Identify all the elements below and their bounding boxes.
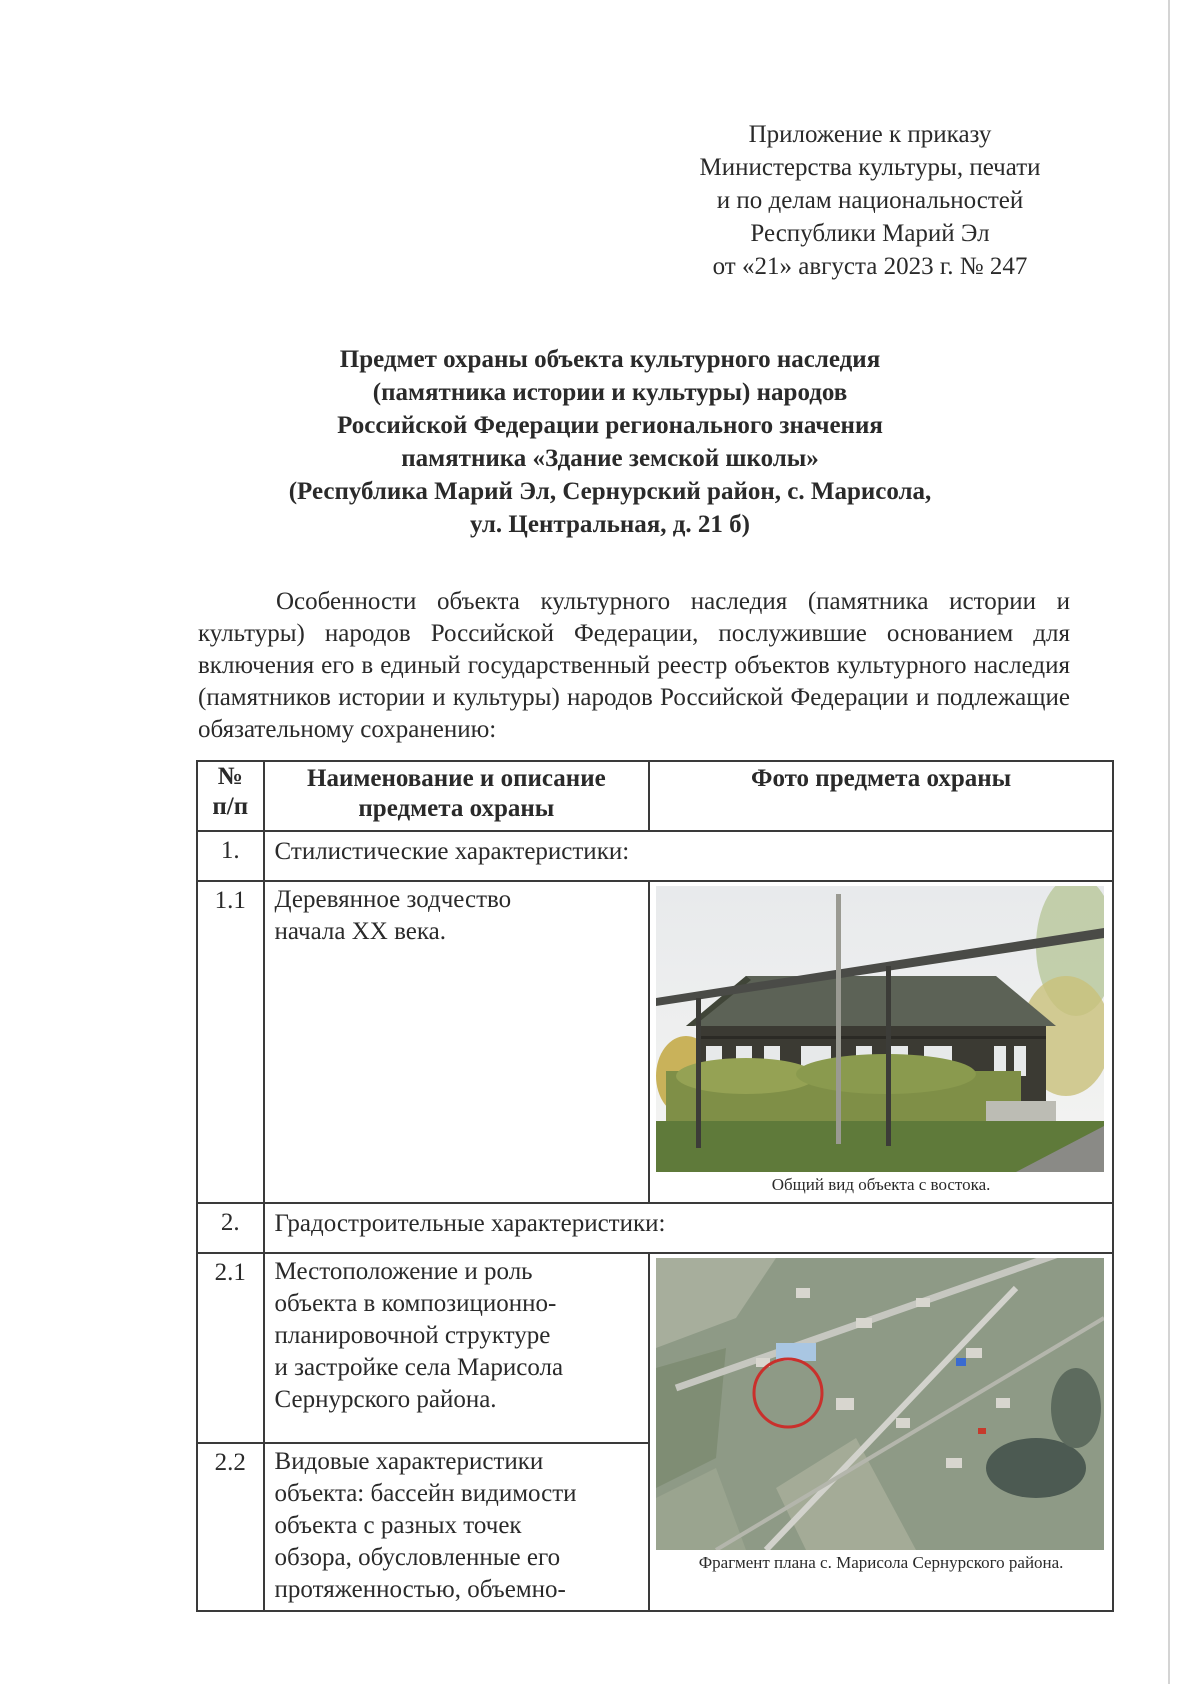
- header-number-line2: п/п: [212, 793, 249, 820]
- protection-table: [196, 760, 1114, 1612]
- description-line: Местоположение и роль: [274, 1258, 533, 1285]
- description-line: объекта: бассейн видимости: [274, 1480, 577, 1507]
- section-label: Градостроительные характеристики:: [264, 1203, 1113, 1253]
- section-row: [197, 831, 1113, 881]
- title-line: Российской Федерации регионального значения: [337, 412, 883, 439]
- description-line: обзора, обусловленные его: [274, 1544, 561, 1571]
- title-line: (памятника истории и культуры) народов: [372, 379, 848, 406]
- header-number-line1: №: [217, 763, 243, 790]
- header-description-line1: Наименование и описание: [307, 765, 606, 792]
- row-description: [264, 1253, 650, 1443]
- intro-paragraph: [198, 586, 1070, 746]
- row-photo-cell: [649, 1253, 1113, 1611]
- description-line: протяженностью, объемно-: [274, 1576, 566, 1603]
- approval-line: Приложение к приказу: [748, 121, 992, 148]
- photo-caption: Общий вид объекта с востока.: [771, 1175, 991, 1194]
- table-header-row: [197, 761, 1113, 831]
- approval-date-line: от «21» августа 2023 г. № 247: [712, 253, 1028, 280]
- title-line: Предмет охраны объекта культурного наследия: [339, 346, 881, 373]
- document-title: [160, 343, 1060, 541]
- description-line: Деревянное зодчество: [274, 886, 512, 913]
- row-description: [264, 881, 650, 1203]
- title-line: (Республика Марий Эл, Сернурский район, с. Марисола,: [288, 478, 932, 505]
- title-line: памятника «Здание земской школы»: [401, 445, 819, 472]
- description-line: Сернурского района.: [274, 1386, 497, 1413]
- building-photo: [656, 886, 1104, 1172]
- row-description: [264, 1443, 650, 1611]
- section-label: Стилистические характеристики:: [264, 831, 1113, 881]
- row-photo-cell: [649, 881, 1113, 1203]
- intro-text: Особенности объекта культурного наследия (памятника истории и культуры) народов Российской Федерации, послужившие основанием для включения его в единый государственный реестр объектов культурного наследия (памятников истории и культуры) народов Российской Федерации и подлежащие обязательному сохранению:: [198, 588, 1070, 743]
- approval-line: и по делам национальностей: [716, 187, 1024, 214]
- header-number: [197, 761, 264, 831]
- section-number: 1.: [197, 831, 264, 881]
- header-description: [264, 761, 650, 831]
- approval-line: Министерства культуры, печати: [699, 154, 1041, 181]
- approval-block: [660, 118, 1080, 283]
- header-description-line2: предмета охраны: [358, 795, 555, 822]
- description-line: планировочной структуре: [274, 1322, 551, 1349]
- table-row: [197, 881, 1113, 1203]
- description-line: и застройке села Марисола: [274, 1354, 564, 1381]
- section-number: 2.: [197, 1203, 264, 1253]
- table-row: [197, 1253, 1113, 1443]
- description-line: Видовые характеристики: [274, 1448, 544, 1475]
- row-number: 2.2: [197, 1443, 264, 1611]
- satellite-map-image: [656, 1258, 1104, 1550]
- description-line: объекта в композиционно-: [274, 1290, 557, 1317]
- row-number: 2.1: [197, 1253, 264, 1443]
- map-caption: Фрагмент плана с. Марисола Сернурского района.: [698, 1553, 1064, 1572]
- title-line: ул. Центральная, д. 21 б): [470, 511, 750, 538]
- description-line: объекта с разных точек: [274, 1512, 522, 1539]
- section-row: [197, 1203, 1113, 1253]
- header-photo: Фото предмета охраны: [649, 761, 1113, 831]
- approval-line: Республики Марий Эл: [750, 220, 990, 247]
- scan-edge-line: [1168, 0, 1170, 1684]
- row-number: 1.1: [197, 881, 264, 1203]
- description-line: начала XX века.: [274, 918, 446, 945]
